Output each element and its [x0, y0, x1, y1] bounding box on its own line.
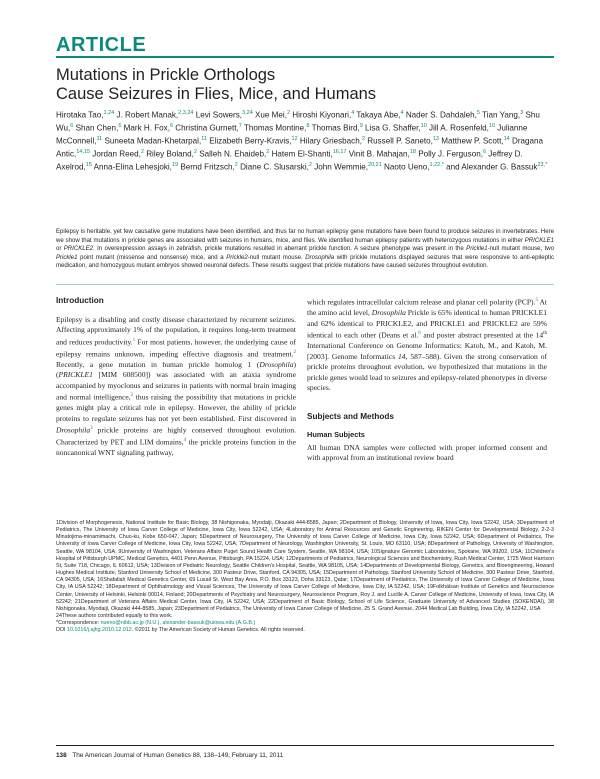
abstract-text: -null mutant mouse. — [247, 254, 306, 261]
author-name: Vinit B. Mahajan, — [348, 149, 410, 159]
author-name: Lisa G. Shaffer, — [365, 123, 421, 133]
header-rule — [56, 56, 554, 58]
abstract-gene: PRICKLE1 — [524, 237, 554, 244]
author-name: Salleh N. Ehaideb, — [199, 149, 267, 159]
author-name: Diane C. Slusarski, — [240, 162, 309, 172]
author-name: Anna-Elina Lehesjoki, — [93, 162, 172, 172]
author-affiliation-marker: 19 — [171, 161, 179, 168]
abstract-text: with prickle mutations displayed seizures that were responsive to anti-epileptic medication, and homozygous mutant embryos showed neuronal defects. These results suggest that prickle mutations have caused seizures throughout evolution. — [56, 254, 554, 270]
author-name: Polly J. Ferguson, — [418, 149, 483, 159]
author-affiliation-marker: 16,17 — [332, 148, 347, 155]
abstract-text: point mutant (missense and nonsense) mice, and a — [77, 254, 227, 261]
title-line-2: Cause Seizures in Flies, Mice, and Humans — [56, 85, 377, 103]
author-name: Julianne McConnell, — [56, 123, 528, 146]
introduction-paragraph: Epilepsy is a disabling and costly disease characterized by recurrent seizures. Affecting approximately 1% of the population, it requires long-term treatment and reduces productivity.$^1$ For most patients, however, the underlying cause of epilepsy remains unknown, impeding effective diagnosis and treatment.$^2$ Recently, a gene mutation in human prickle homolog 1 (Drosophila) (PRICKLE1 [MIM 608500]) was associated with an ataxia syndrome accompanied by myoclonus and seizures in patients with normal brain imaging and normal intelligence,$^2$ thus raising the possibility that mutations in prickle genes might play a critical role in epilepsy. However, the ability of prickle proteins to regulate seizures has not yet been established. First discovered in Drosophila$^3$ prickle proteins are highly conserved throughout evolution. Characterized by PET and LIM domains,$^4$ the prickle proteins function in the noncanonical WNT signaling pathway, — [56, 314, 296, 458]
author-name: Elizabeth Berry-Kravis, — [209, 136, 292, 146]
author-affiliation-marker: 3 — [520, 110, 524, 116]
author-affiliation-marker: 9 — [359, 122, 363, 129]
footer-rule — [56, 745, 554, 746]
abstract-gene: Prickle1 — [466, 246, 488, 253]
abstract-text: . In overexpression assays in zebrafish, prickle mutations resulted in aberrant prickle function. A seizure phenotype was present in the — [93, 246, 467, 253]
author-affiliation-marker: 20,21 — [368, 161, 382, 168]
author-affiliation-marker: 23,* — [537, 161, 548, 168]
author-affiliation-marker: 2 — [361, 135, 366, 142]
author-affiliation-marker: 3,24 — [242, 110, 253, 116]
affiliations: 1Division of Morphogenesis, National Institute for Basic Biology, 38 Nishigonaka, Myodaiji, Okazaki 444-8585, Japan; 2Department of Biology, University of Iowa, Iowa City, Iowa 52242, USA; 3Department of Pediatrics, The University of Iowa Carver College of Medicine, Iowa City, Iowa 52242, USA; 4Laboratory for Animal Resources and Genetic Engineering, RIKEN Center for Developmental Biology, 2-2-3 Minatojima-minamimachi, Chuo-ku, Kobe 650-047, Japan; 5Department of Neurosurgery, The University of Iowa Carver College of Medicine, Iowa City, Iowa 52242, USA; 6Department of Pediatrics, The University of Iowa Carver College of Medicine, Iowa City, Iowa 52242, USA; 7Department of Neurology, Washington University, St. Louis, MO 63110, USA; 8Department of Pathology, University of Washington, Seattle, WA 98104, USA; 9University of Washington, Veterans Affairs Puget Sound Health Care System, Seattle, WA 98104, USA; 10Signature Genomic Laboratories, Spokane, WA 99202, USA; 11Children's Hospital of Pittsburgh UPMC, Medical Genetics, 4401 Penn Avenue, Pittsburgh, PA 15224, USA; 12Departments of Pediatrics, Neurological Sciences and Biochemistry, Rush Medical Center, 1725 West Harrison St, Suite 718, Chicago, IL 60612, USA; 13Division of Pediatric Neurology, Seattle Children's Hospital, Seattle, WA 98105, USA; 14Departments of Developmental Biology, Genetics, and Bioengineering, Howard Hughes Medical Institute, Stanford University School of Medicine, 300 Pasteur Drive, Stanford, CA 94305, USA; 15Department of Pathology, Stanford University School of Medicine, 300 Pasteur Drive, Stanford, CA 94305, USA; 16Shafallah Medical Genetics Center, 69 Lusail St. West Bay Area, P.O. Box 33123, Doha 33123, Qatar; 17Department of Pediatrics, The University of Iowa Carver College of Medicine, Iowa City, IA USA 52242; 18Department of Ophthalmology and Visual Sciences, The University of Iowa Carver College of Medicine, Iowa City, IA 52242, USA; 19Folkhälsan Institute of Genetics and Neuroscience Center, University of Helsinki, Helsinki 00014, Finland; 20Departments of Psychiatry and Neurosurgery, Neuroscience Program, Roy J. and Lucille A. Carver College of Medicine, University of Iowa, Iowa City, IA 52242; 21Department of Veterans Affairs Medical Center, Iowa City, IA 52242, USA; 22Department of Basic Biology, School of Life Science, Graduate University of Advanced Studies (SOKENDAI), 38 Nishigonaka, Myodaiji, Okazaki 444-8585, Japan; 23Department of Pediatrics, The University of Iowa Carver College of Medicine, 25 S. Grand Avenue, 2044 Medical Lab Building, Iowa City, IA 52242, USA — [56, 520, 554, 612]
author-name: Takaya Abe, — [356, 110, 401, 120]
abstract-gene: Prickle2 — [226, 254, 248, 261]
abstract-divider — [56, 284, 554, 285]
author-name: Thomas Bird, — [311, 123, 360, 133]
author-affiliation-marker: 2 — [193, 148, 197, 155]
author-affiliation-marker: 11 — [201, 135, 207, 142]
author-list — [56, 108, 554, 173]
author-affiliation-marker: 2 — [308, 161, 312, 168]
author-name: Hiroshi Kiyonari, — [292, 110, 352, 120]
human-subjects-subheading: Human Subjects — [307, 430, 365, 440]
author-name: Hilary Griesbach, — [299, 136, 362, 146]
right-column — [307, 296, 547, 464]
author-affiliation-marker: 2 — [266, 148, 270, 155]
author-name: Tian Yang, — [482, 110, 521, 120]
page-number: 138 — [56, 752, 67, 759]
author-affiliation-marker: 7 — [238, 122, 242, 129]
article-title — [56, 66, 536, 104]
author-affiliation-marker: 2 — [234, 161, 238, 168]
author-name: Nader S. Dahdaleh, — [405, 110, 477, 120]
author-name: John Wemmie, — [314, 162, 369, 172]
author-name: Levi Sowers, — [195, 110, 243, 120]
author-affiliation-marker: 10 — [420, 122, 427, 129]
author-affiliation-marker: 10 — [488, 122, 496, 129]
doi-line: DOI 10.1016/j.ajhg.2010.12.012. ©2011 by The American Society of Human Genetics. All rights reserved. — [56, 627, 305, 634]
author-affiliation-marker: 4 — [351, 110, 355, 116]
author-affiliation-marker: 6 — [169, 122, 174, 129]
author-name: Shan Chen, — [75, 123, 119, 133]
author-name: J. Robert Manak, — [116, 110, 179, 120]
abstract-text: or — [56, 246, 64, 253]
author-name: Christina Gurnett, — [175, 123, 239, 133]
author-affiliation-marker: 11 — [96, 135, 103, 142]
abstract — [56, 228, 554, 271]
footnotes — [56, 520, 554, 635]
author-affiliation-marker: 8 — [306, 122, 310, 129]
left-column — [56, 296, 296, 459]
author-name: Bernd Fritzsch, — [180, 162, 235, 172]
author-affiliation-marker: 2 — [140, 148, 144, 155]
author-affiliation-marker: 14,15 — [76, 148, 91, 155]
author-affiliation-marker: 18 — [409, 148, 416, 155]
author-name: Shu Wu, — [56, 110, 540, 133]
author-name: Xue Mei, — [255, 110, 287, 120]
author-name: Naoto Ueno, — [384, 162, 430, 172]
correspondence-emails[interactable]: nueno@nibb.ac.jp (N.U.), alexander-bassuk@uiowa.edu (A.G.B.) — [100, 620, 256, 627]
author-name: Riley Boland, — [146, 149, 194, 159]
author-affiliation-marker: 15 — [85, 161, 92, 168]
author-affiliation-marker: 2,3,24 — [178, 110, 194, 116]
author-name: Dragana Antic, — [56, 136, 544, 159]
author-name: and Alexander G. Bassuk — [446, 162, 538, 172]
author-name: Mark H. Fox, — [123, 123, 170, 133]
doi-link[interactable]: 10.1016/j.ajhg.2010.12.012 — [67, 627, 132, 634]
page-footer — [56, 752, 554, 759]
abstract-text: Epilepsy is heritable, yet few causative gene mutations have been identified, and thus far no human epilepsy gene mutations have been found to produce seizures in invertebrates. Here we show that mutations in prickle genes are associated with seizures in humans, mice, and flies. We identified human epilepsy patients with heterozygous mutations in either — [56, 229, 554, 244]
author-affiliation-marker: 2 — [286, 110, 291, 116]
introduction-paragraph-continued: which regulates intracellular calcium release and planar cell polarity (PCP).$^5$ At the amino acid level, Drosophila Prickle is 65% identical to human PRICKLE1 and 62% identical to PRICKLE2, and PRICKLE1 and PRICKLE2 are 59% identical to each other (Deans et al.$^6$ and poster abstract presented at the 14th International Conference on Genome Informatics: Katoh, M., and Katoh, M. [2003]. Genome Informatics 14, 587–588). Given the strong conservation of prickle proteins throughout evolution, we hypothesized that mutations in the prickle genes would lead to seizures and epilepsy-related phenotypes in diverse species. — [307, 297, 547, 393]
author-affiliation-marker: 4 — [400, 110, 404, 116]
equal-contribution-note: 24These authors contributed equally to this work. — [56, 613, 173, 620]
correspondence: *Correspondence: nueno@nibb.ac.jp (N.U.), alexander-bassuk@uiowa.edu (A.G.B.) — [56, 620, 256, 627]
author-affiliation-marker: 1,24 — [103, 110, 115, 116]
author-affiliation-marker: 6 — [118, 122, 122, 129]
methods-heading: Subjects and Methods — [307, 411, 394, 421]
article-type-label: ARTICLE — [56, 34, 147, 56]
abstract-gene: PRICKLE2 — [63, 246, 94, 253]
author-name: Jeffrey D. Axelrod, — [56, 149, 523, 172]
abstract-text: -null mutant mouse, two — [487, 246, 554, 253]
author-name: Jill A. Rosenfeld, — [429, 123, 489, 133]
methods-paragraph: All human DNA samples were collected with proper informed consent and with approval from an institutional review board — [307, 442, 547, 463]
introduction-heading: Introduction — [56, 296, 104, 305]
journal-citation: The American Journal of Human Genetics 88, 138–149, February 11, 2011 — [72, 752, 284, 759]
abstract-species: Drosophila — [305, 254, 335, 261]
abstract-gene: Prickle1 — [56, 254, 78, 261]
author-affiliation-marker: 12 — [291, 135, 298, 142]
author-affiliation-marker: 1,22,* — [429, 161, 444, 168]
author-name: Thomas Montine, — [243, 123, 307, 133]
author-affiliation-marker: 6 — [482, 148, 487, 155]
title-line-1: Mutations in Prickle Orthologs — [56, 66, 276, 84]
author-affiliation-marker: 14 — [503, 135, 510, 142]
author-affiliation-marker: 6 — [70, 122, 74, 129]
author-name: Hirotaka Tao, — [56, 110, 104, 120]
author-affiliation-marker: 13 — [432, 135, 439, 142]
author-name: Matthew P. Scott, — [441, 136, 504, 146]
author-name: Russell P. Saneto, — [367, 136, 433, 146]
author-name: Jordan Reed, — [92, 149, 141, 159]
author-name: Suneeta Madan-Khetarpal, — [104, 136, 202, 146]
author-affiliation-marker: 5 — [476, 110, 480, 116]
author-name: Hatem El-Shanti, — [271, 149, 333, 159]
